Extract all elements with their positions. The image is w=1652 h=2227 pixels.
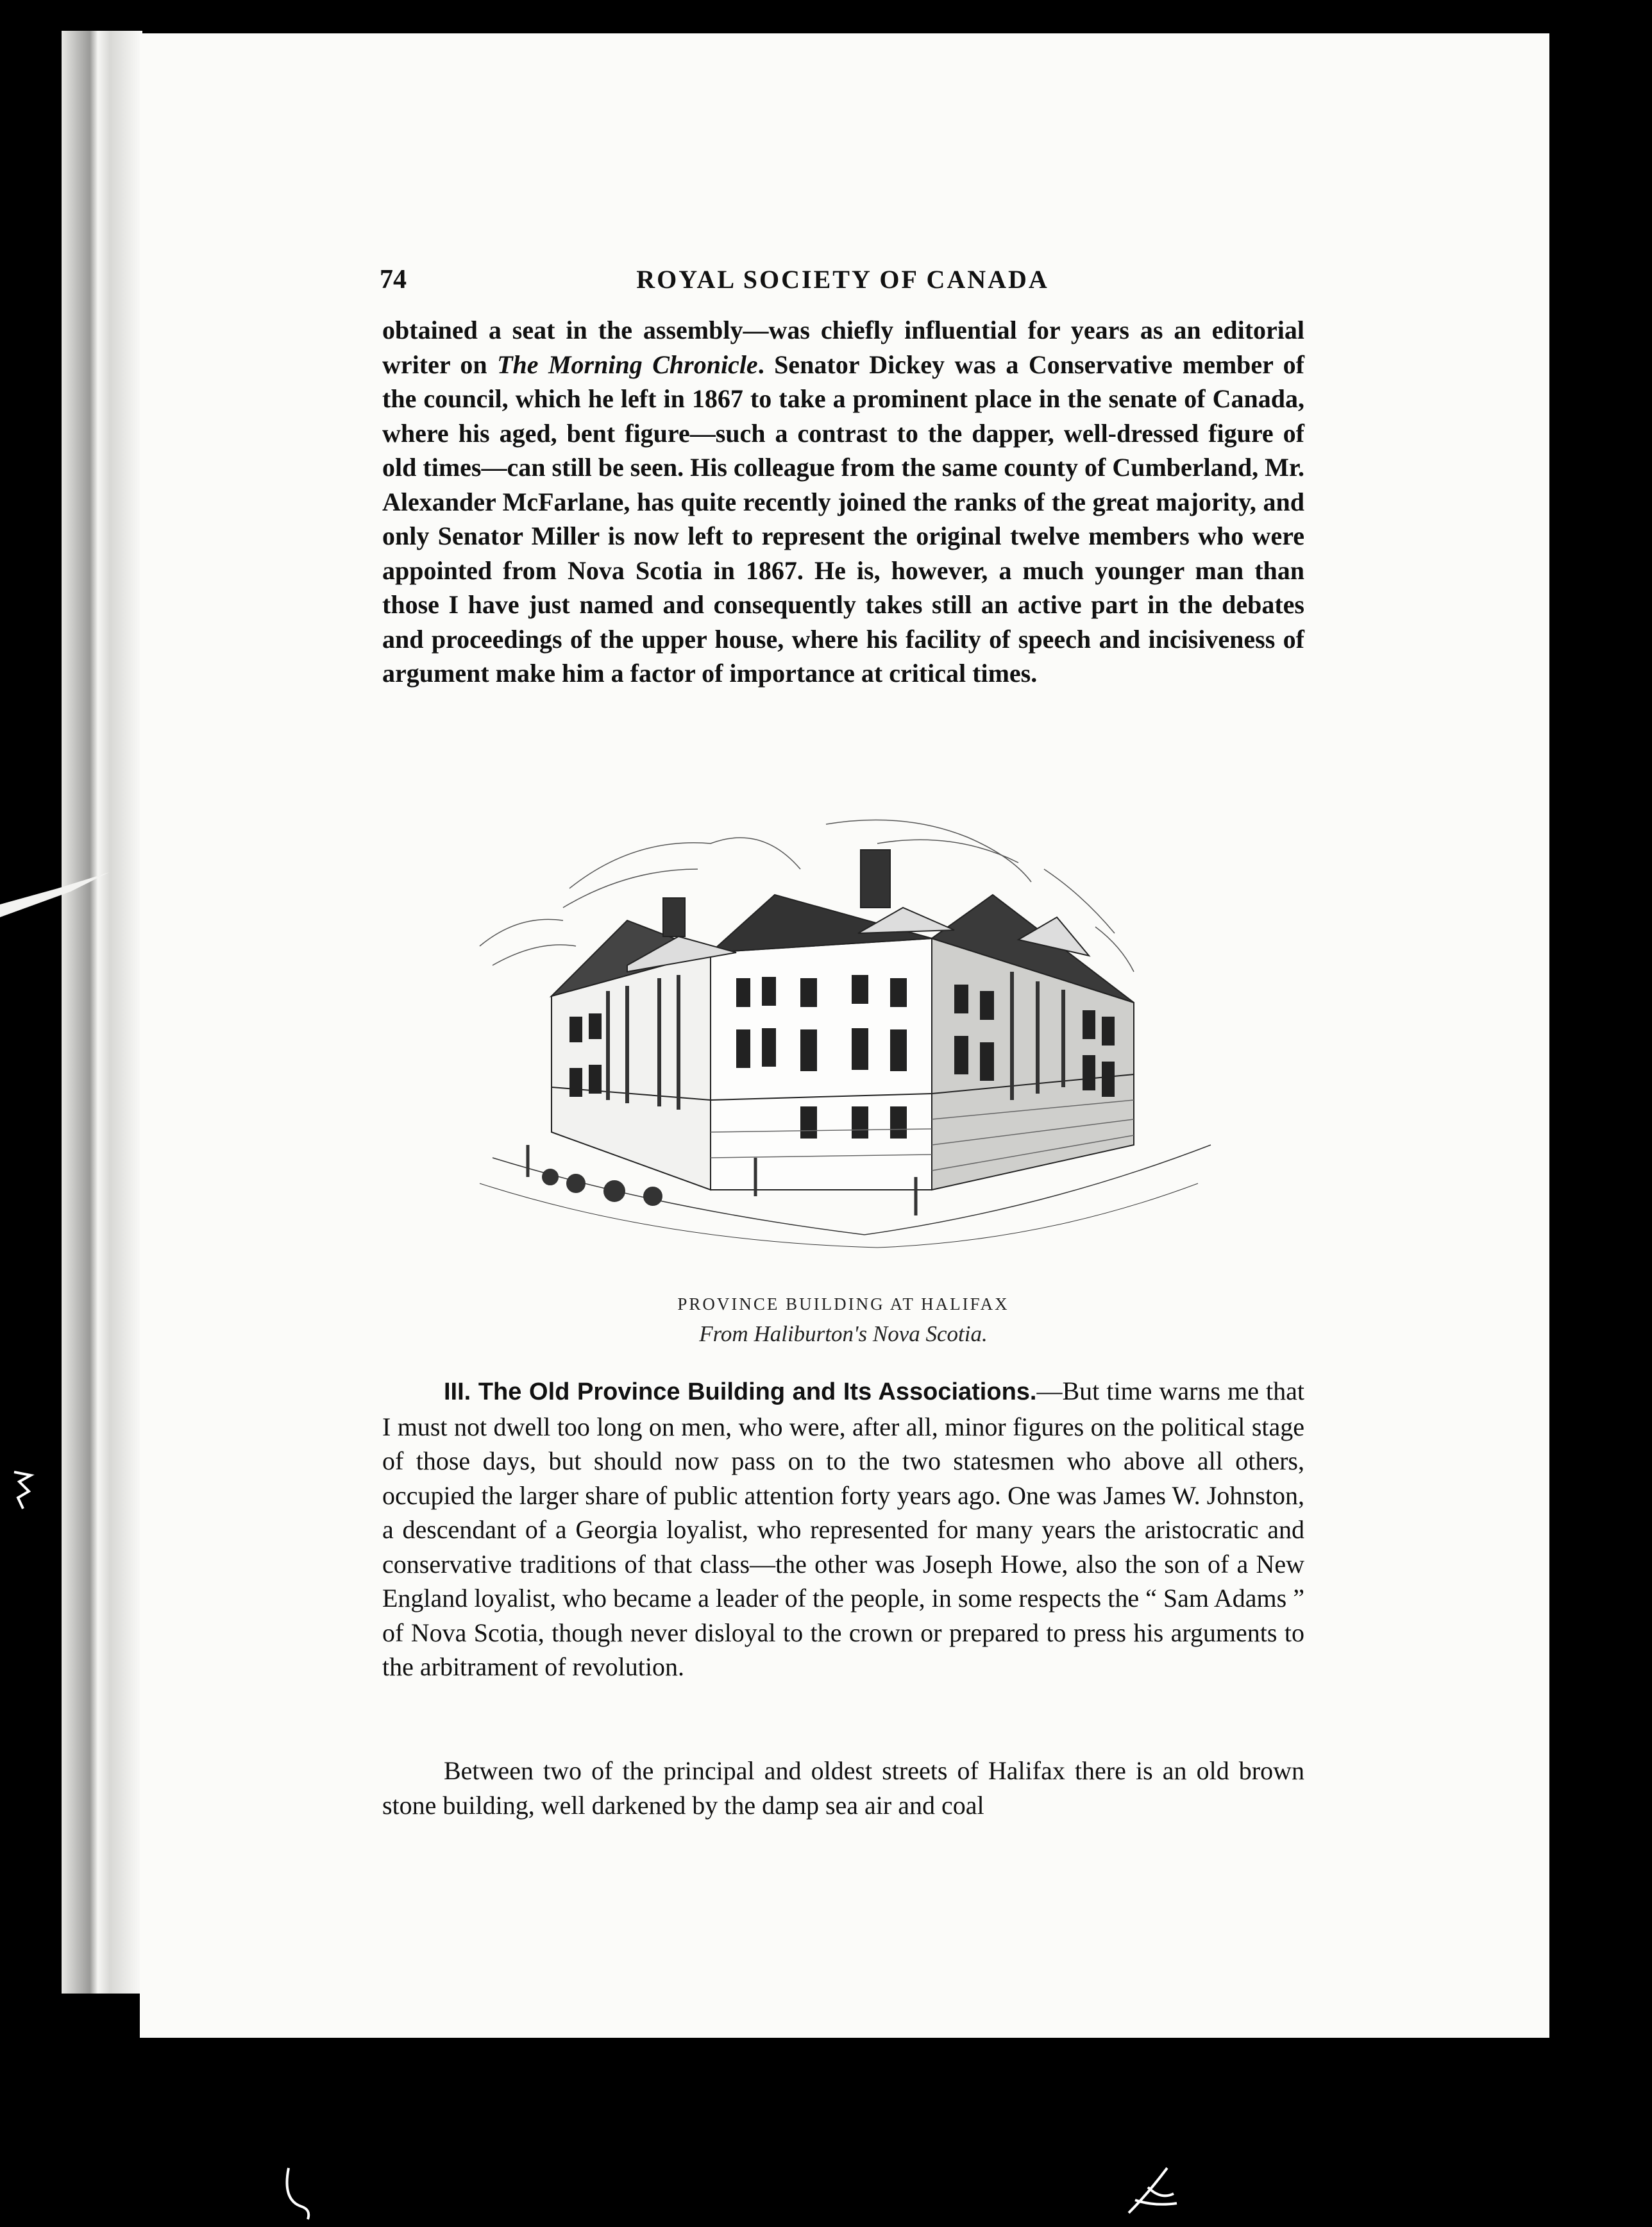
paragraph-province-building-text: Between two of the principal and oldest streets of Halifax there is an old brown stone building, well darkened by the damp sea air and coal [382,1756,1304,1820]
illustration-caption-source: From Haliburton's Nova Scotia. [699,1321,988,1346]
newspaper-title: The Morning Chronicle [497,350,758,379]
province-building-engraving [467,799,1217,1260]
paragraph1-part1: obtained a seat in the assembly—was chiefly influential for years as an editorial writer on [382,316,1304,379]
bottom-right-scribble [1116,2155,1186,2226]
building [552,850,1134,1190]
section-heading: III. The Old Province Building and Its Associations. [444,1378,1037,1405]
bottom-left-scribble [276,2162,327,2226]
torn-edge-mark [0,834,128,936]
paragraph1-part2: . Senator Dickey was a Conservative member of the council, which he left in 1867 to take a prominent place in the senate of Canada, where his aged, bent figure—such a contrast to the dapper, well-dressed figure of old times—can still be seen. His colleague from the same county of Cumberland, Mr. Alexander McFarlane, has quite recently joined the ranks of the great majority, and only Senator Miller is now left to represent the original twelve members who were appointed from Nova Scotia in 1867. He is, however, a much younger man than those I have just named and consequently takes still an active part in the debates and proceedings of the upper house, where his facility of speech and incisiveness of argument make him a factor of importance at critical times. [382,350,1304,688]
binding-edge-shadow [62,31,142,1994]
margin-squiggle-mark [6,1469,38,1514]
illustration-caption-title: PROVINCE BUILDING AT HALIFAX [677,1294,1009,1314]
paragraph-province-building [382,1754,1304,1822]
page-header [380,264,1306,303]
paragraph-senators [382,313,1304,691]
section-three-text: —But time warns me that I must not dwell too long on men, who were, after all, minor figures on the political stage of those days, but should now pass on to the two statesmen who above all others, occupied the larger share of public attention forty years ago. One was James W. Johnston, a descendant of a Georgia loyalist, who represented for many years the aristocratic and conservative traditions of that class—the other was Joseph Howe, also the son of a New England loyalist, who became a leader of the people, in some respects the “ Sam Adams ” of Nova Scotia, though never disloyal to the crown or prepared to press his arguments to the arbitrament of revolution. [382,1376,1304,1681]
page-number: 74 [380,265,407,294]
section-three-paragraph [382,1374,1304,1684]
running-head: ROYAL SOCIETY OF CANADA [636,265,1049,294]
